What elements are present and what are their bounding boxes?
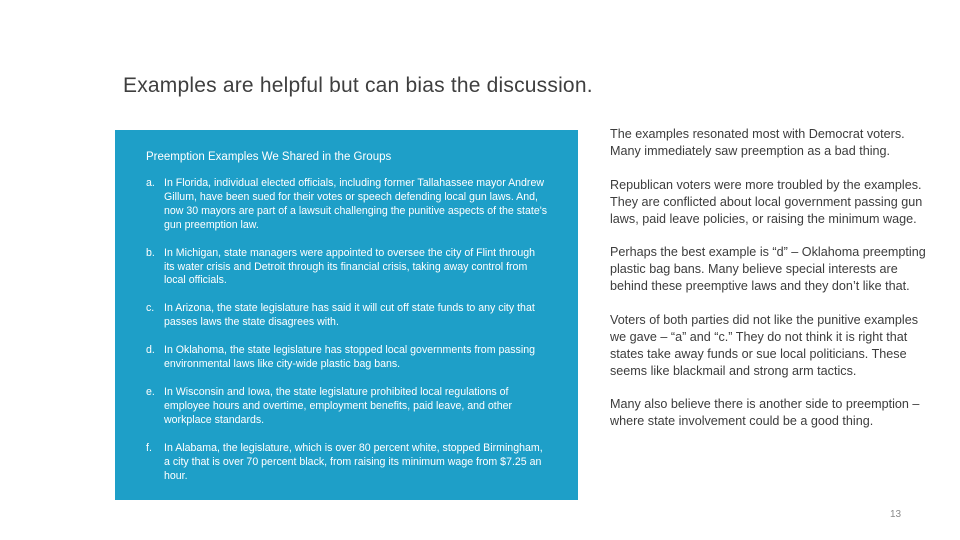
example-item-a bbox=[146, 177, 548, 233]
page-number: 13 bbox=[890, 509, 902, 520]
example-text: In Wisconsin and Iowa, the state legislature prohibited local regulations of employee hours and overtime, employment benefits, paid leave, and other workplace standards. bbox=[164, 385, 513, 426]
commentary-paragraph: Voters of both parties did not like the punitive examples we gave – “a” and “c.” They do not think it is right that states take away funds or sue local politicians. These seems like blackmail and strong arm tactics. bbox=[610, 312, 919, 378]
example-text: In Oklahoma, the state legislature has stopped local governments from passing environmental laws like city-wide plastic bag bans. bbox=[164, 344, 535, 371]
example-item-f bbox=[146, 442, 548, 484]
example-marker: e. bbox=[146, 385, 155, 398]
example-item-d bbox=[146, 344, 548, 372]
example-text: In Arizona, the state legislature has said it will cut off state funds to any city that passes laws the state disagrees with. bbox=[164, 302, 535, 329]
example-marker: a. bbox=[146, 177, 155, 189]
example-text: In Florida, individual elected officials, including former Tallahassee mayor Andrew Gillum, have been sued for their votes or speech defending local gun laws. And, now 30 mayors are part of a lawsuit challenging the punitive aspects of the state's gun preemption law. bbox=[164, 177, 548, 231]
example-item-c bbox=[146, 302, 548, 330]
commentary-paragraph: The examples resonated most with Democrat voters. Many immediately saw preemption as a bad thing. bbox=[610, 127, 905, 158]
example-text: In Michigan, state managers were appointed to oversee the city of Flint through its water crisis and Detroit through its financial crisis, taking away control from local officials. bbox=[164, 246, 535, 287]
example-marker: f. bbox=[146, 441, 152, 454]
panel-heading: Preemption Examples We Shared in the Groups bbox=[146, 151, 392, 163]
example-marker: c. bbox=[146, 302, 155, 315]
example-list bbox=[146, 177, 548, 483]
commentary-column bbox=[610, 126, 930, 447]
example-marker: b. bbox=[146, 246, 155, 259]
slide-title: Examples are helpful but can bias the discussion. bbox=[123, 74, 593, 97]
examples-panel bbox=[115, 130, 578, 500]
example-item-e bbox=[146, 386, 548, 428]
example-text: In Alabama, the legislature, which is over 80 percent white, stopped Birmingham, a city that is over 70 percent black, from raising its minimum wage from $7.25 an hour. bbox=[164, 441, 543, 482]
example-marker: d. bbox=[146, 344, 155, 357]
commentary-paragraph: Many also believe there is another side to preemption – where state involvement could be a good thing. bbox=[610, 397, 920, 428]
example-item-b bbox=[146, 247, 548, 289]
commentary-paragraph: Republican voters were more troubled by the examples. They are conflicted about local government passing gun laws, paid leave policies, or raising the minimum wage. bbox=[610, 177, 923, 226]
commentary-paragraph: Perhaps the best example is “d” – Oklahoma preempting plastic bag bans. Many believe special interests are behind these preemptive laws and they don’t like that. bbox=[610, 245, 926, 293]
